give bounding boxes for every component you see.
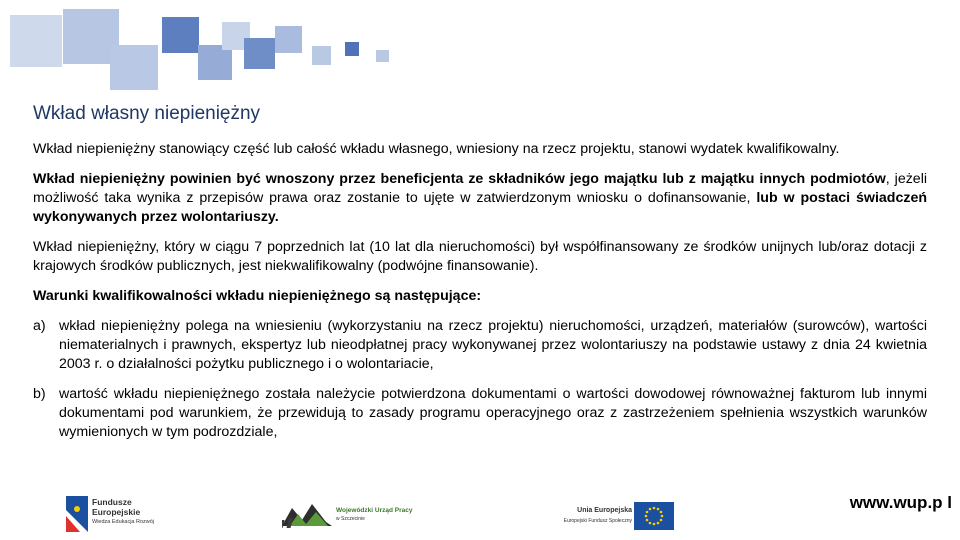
condition-text: wkład niepieniężny polega na wniesieniu (wykorzystaniu na rzecz projektu) nieruchomości, urządzeń, materiałów (surowców), wartości niematerialnych i prawnych, ekspertyz lub nieodpłatnej pracy wykonywanej przez wolontariuszy na podstawie ustawy z dnia 24 kwietnia 2003 r. o działalności pożytku publicznego i o wolontariacie,: [59, 318, 927, 372]
paragraph-contribution-source: [33, 170, 927, 227]
condition-label: a): [33, 318, 46, 334]
wup-line1: Wojewódzki Urząd Pracy: [336, 507, 413, 514]
condition-label: b): [33, 386, 46, 402]
condition-item: [33, 317, 927, 374]
bold-text: Wkład niepieniężny powinien być wnoszony przez beneficjenta ze składników jego majątku lub z majątku innych podmiotów: [33, 171, 886, 187]
fe-star-icon: [66, 496, 88, 532]
wup-logo: [282, 498, 432, 534]
paragraph-eligibility: Wkład niepieniężny stanowiący część lub całość wkładu własnego, wniesiony na rzecz projektu, stanowi wydatek kwalifikowalny.: [33, 141, 840, 157]
condition-item: [33, 385, 927, 442]
plain-text: , jeżeli możliwość taka wynika z przepisów prawa oraz zostanie to ujęte w zatwierdzonym wniosku o dofinansowanie,: [33, 171, 928, 206]
wup-emblem-icon: [282, 500, 332, 530]
eu-flag-icon: [634, 502, 674, 530]
unia-europejska-logo: [538, 500, 678, 534]
footer-logos: [0, 488, 960, 540]
ue-line1: Unia Europejska: [577, 507, 632, 514]
fe-line3: Wiedza Edukacja Rozwój: [92, 519, 155, 525]
fe-line2: Europejskie: [92, 507, 141, 517]
bold-text: lub w postaci świadczeń wykonywanych przez wolontariuszy.: [33, 190, 927, 225]
fe-line1: Fundusze: [92, 497, 132, 507]
condition-text: wartość wkładu niepieniężnego została należycie potwierdzona dokumentami o wartości dowodowej równoważnej fakturom lub innymi dokumentami pod warunkiem, że przewidują to zasady programu operacyjnego oraz z zastrzeżeniem spełnienia wszystkich warunków wymienionych w tym podrozdziale,: [59, 386, 927, 440]
paragraph-double-financing: Wkład niepieniężny, który w ciągu 7 poprzednich lat (10 lat dla nieruchomości) był współfinansowany ze środków unijnych lub/oraz dotacji z krajowych środków publicznych, jest niekwalifikowalny (podwójne finansowanie).: [33, 239, 927, 274]
wup-line2: w Szczecinie: [336, 516, 365, 522]
ue-line2: Europejski Fundusz Społeczny: [563, 518, 632, 524]
slide-body: [33, 140, 927, 453]
fundusze-europejskie-logo: [66, 494, 186, 534]
website-url[interactable]: www.wup.p l: [834, 494, 960, 528]
conditions-heading: Warunki kwalifikowalności wkładu niepieniężnego są następujące:: [33, 288, 482, 304]
slide-title: Wkład własny niepieniężny: [33, 103, 261, 124]
